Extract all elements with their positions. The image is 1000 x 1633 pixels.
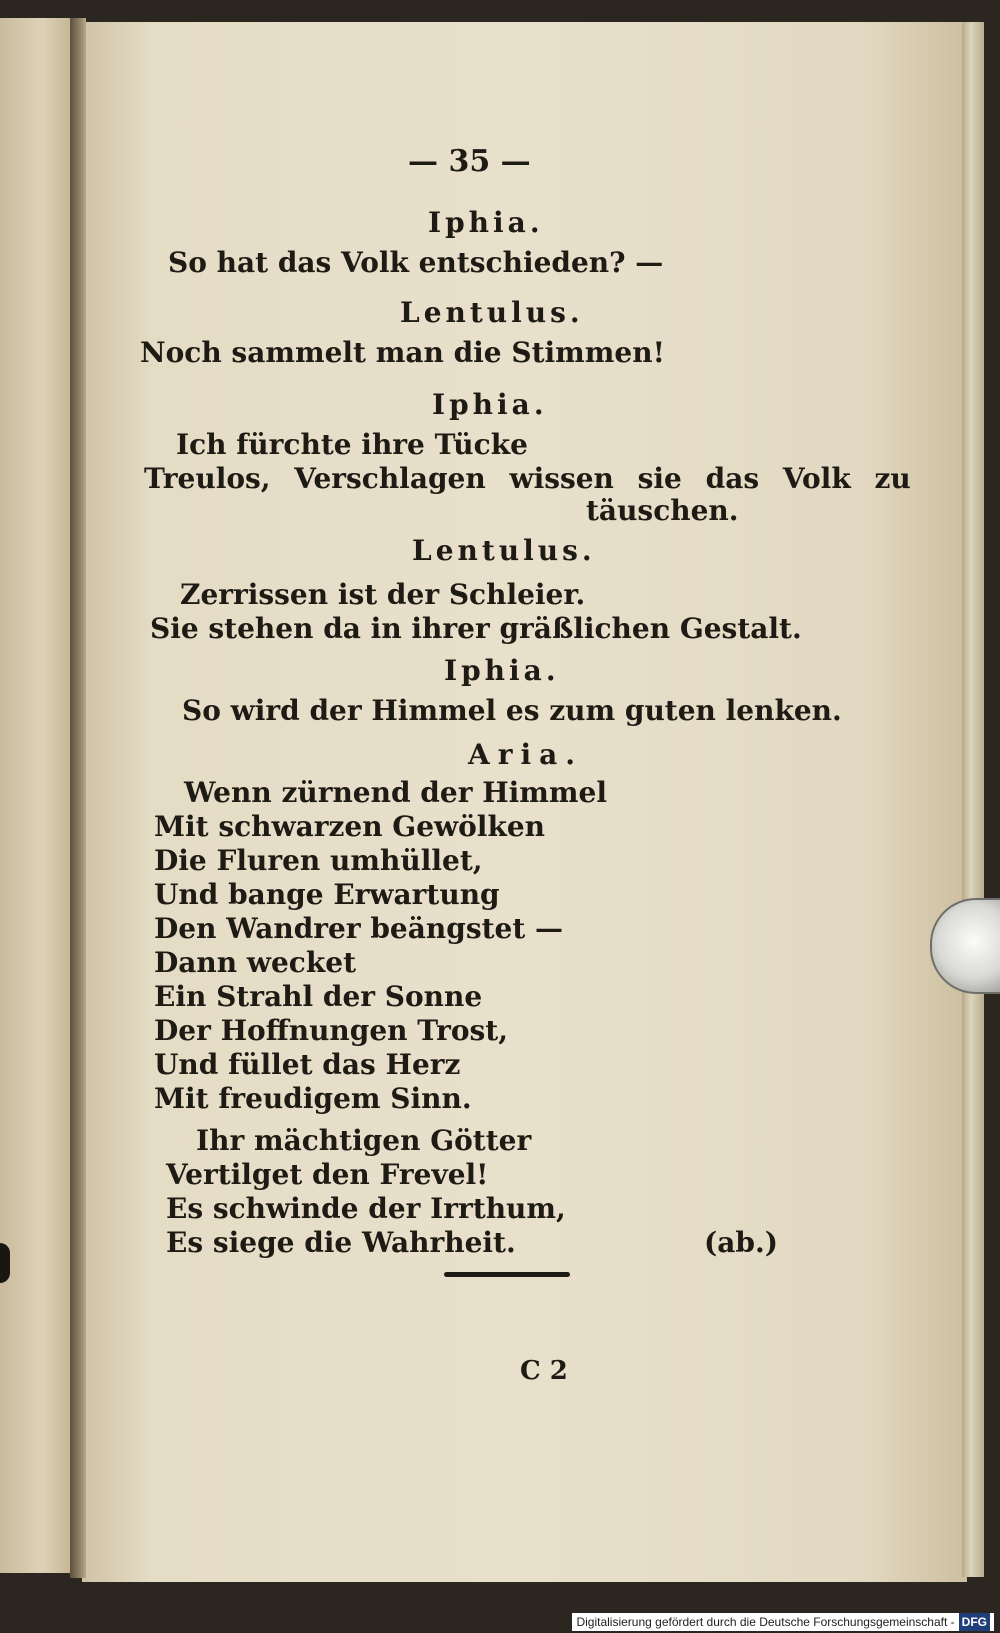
aria-line: Es siege die Wahrheit. bbox=[166, 1226, 516, 1259]
aria-line: Und bange Erwartung bbox=[154, 878, 500, 911]
aria-line: Die Fluren umhüllet, bbox=[154, 844, 483, 877]
page-number: — 35 — bbox=[408, 144, 531, 179]
aria-line: Und füllet das Herz bbox=[154, 1048, 461, 1081]
aria-line: Es schwinde der Irrthum, bbox=[166, 1192, 566, 1225]
aria-line: Dann wecket bbox=[154, 946, 357, 979]
aria-line: Der Hoffnungen Trost, bbox=[154, 1014, 508, 1047]
speaker-name: Lentulus. bbox=[400, 296, 584, 329]
dialogue-line: Sie stehen da in ihrer gräßlichen Gestalt. bbox=[150, 612, 802, 645]
aria-heading: Aria. bbox=[468, 738, 584, 771]
section-divider bbox=[444, 1272, 570, 1277]
aria-line: Mit freudigem Sinn. bbox=[154, 1082, 472, 1115]
speaker-name: Iphia. bbox=[428, 206, 544, 239]
dialogue-line: täuschen. bbox=[586, 494, 739, 527]
aria-line: Ihr mächtigen Götter bbox=[196, 1124, 532, 1157]
aria-line: Ein Strahl der Sonne bbox=[154, 980, 483, 1013]
printer-signature: C 2 bbox=[520, 1356, 568, 1386]
dialogue-line: Noch sammelt man die Stimmen! bbox=[140, 336, 665, 369]
dialogue-line: Ich fürchte ihre Tücke bbox=[176, 428, 528, 461]
dialogue-line: Treulos, Verschlagen wissen sie das Volk zu bbox=[144, 462, 911, 495]
speaker-name: Lentulus. bbox=[412, 534, 596, 567]
dialogue-line: Zerrissen ist der Schleier. bbox=[180, 578, 586, 611]
footer-text: Digitalisierung gefördert durch die Deutsche Forschungsgemeinschaft - bbox=[576, 1615, 955, 1629]
aria-line: Den Wandrer beängstet — bbox=[154, 912, 564, 945]
dialogue-line: So wird der Himmel es zum guten lenken. bbox=[182, 694, 842, 727]
speaker-name: Iphia. bbox=[432, 388, 548, 421]
digitization-footer bbox=[572, 1613, 994, 1631]
stage-direction: (ab.) bbox=[704, 1226, 778, 1259]
aria-line: Wenn zürnend der Himmel bbox=[184, 776, 607, 809]
dfg-logo-icon: DFG bbox=[959, 1613, 990, 1631]
aria-line: Vertilget den Frevel! bbox=[166, 1158, 489, 1191]
dialogue-line: So hat das Volk entschieden? — bbox=[168, 246, 664, 279]
aria-line: Mit schwarzen Gewölken bbox=[154, 810, 546, 843]
speaker-name: Iphia. bbox=[444, 654, 560, 687]
